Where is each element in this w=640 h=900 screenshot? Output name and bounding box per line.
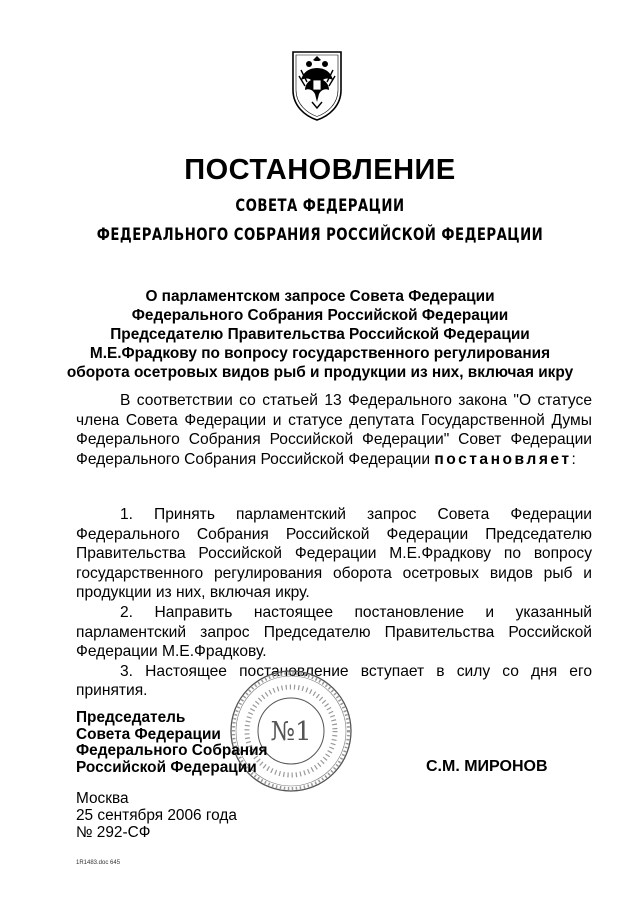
subject-line: Председателю Правительства Российской Федерации [110, 326, 530, 343]
document-type-heading: ПОСТАНОВЛЕНИЕ [184, 154, 456, 186]
city: Москва [76, 790, 129, 807]
subject-line: оборота осетровых видов рыб и продукции из них, включая икру [66, 364, 574, 381]
issuer-line-1: СОВЕТА ФЕДЕРАЦИИ [235, 196, 405, 216]
seal-label: №1 [270, 717, 312, 747]
resolution-item: 1. Принять парламентский запрос Совета Федерации Федерального Собрания Российской Федерации Председателю Правительства Российской Федерации М.Е.Фрадкову по вопросу государственного регулирования оборота осетровых видов рыб и продукции из них, включая икру. [76, 506, 592, 602]
signer-title-line: Председатель [76, 709, 186, 726]
issuer-line-2: ФЕДЕРАЛЬНОГО СОБРАНИЯ РОССИЙСКОЙ ФЕДЕРАЦИИ [96, 225, 544, 245]
subject-line: О парламентском запросе Совета Федерации [145, 288, 495, 305]
date: 25 сентября 2006 года [76, 807, 237, 824]
signer-name: С.М. МИРОНОВ [426, 758, 548, 775]
resolution-item: 3. Настоящее постановление вступает в силу со дня его принятия. [76, 662, 592, 700]
signer-title-line: Совета Федерации [76, 725, 221, 743]
signer-title [76, 710, 268, 776]
signer-title-line: Российской Федерации [76, 758, 257, 776]
signer-title-line: Федерального Собрания [76, 742, 268, 759]
preamble [76, 391, 592, 469]
coat-of-arms-emblem [287, 46, 347, 122]
resolution-keyword: постановляет [434, 450, 572, 468]
subject-line: М.Е.Фрадкову по вопросу государственного регулирования [89, 345, 551, 362]
resolution-item: 2. Направить настоящее постановление и указанный парламентский запрос Председателю Правительства Российской Федерации М.Е.Фрадкову. [76, 603, 592, 661]
subject-line: Федерального Собрания Российской Федерации [131, 307, 509, 324]
document-number: № 292-СФ [76, 824, 151, 841]
document-subject [60, 287, 580, 382]
preamble-colon: : [571, 450, 576, 468]
preamble-text: В соответствии со статьей 13 Федерального закона "О статусе члена Совета Федерации и статусе депутата Государственной Думы Федерального Собрания Российской Федерации" Совет Федерации Федерального Собрания Российской Федерации [76, 392, 592, 468]
file-reference-footnote: 1R1483.doc 645 [76, 860, 121, 866]
place-date-number [76, 790, 237, 841]
